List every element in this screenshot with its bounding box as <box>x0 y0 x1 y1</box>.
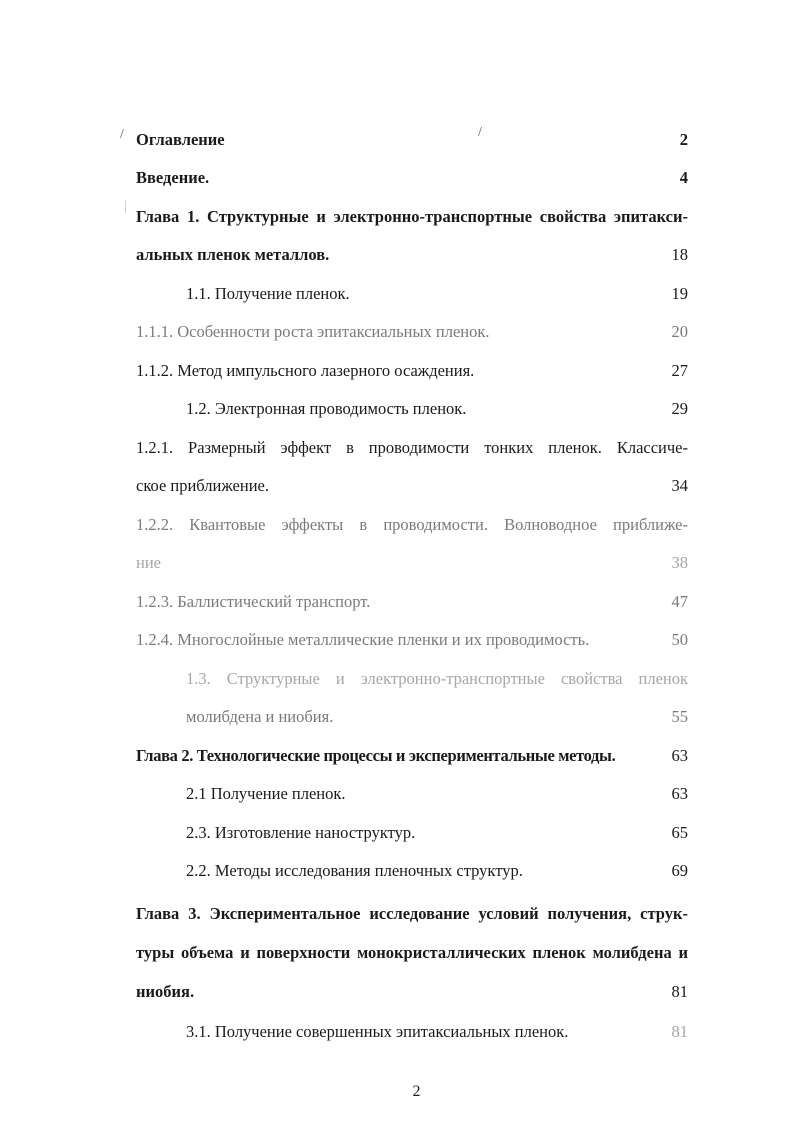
scan-mark: / <box>478 125 482 140</box>
toc-entry-page: 19 <box>671 284 688 303</box>
scan-mark: / <box>120 127 124 142</box>
toc-entry <box>136 515 688 535</box>
toc-entry-page: 81 <box>671 1022 688 1041</box>
toc-entry-title: 1.1. Получение пленок. <box>186 284 350 303</box>
toc-entry-page: 20 <box>671 322 688 341</box>
toc-entry-title: Введение. <box>136 168 210 187</box>
toc-entry-title: Оглавление <box>136 130 225 149</box>
toc-entry-title: 2.3. Изготовление наноструктур. <box>186 823 416 842</box>
toc-entry-title: 1.1.1. Особенности роста эпитаксиальных пленок. <box>136 322 490 341</box>
toc-entry-page: 18 <box>671 245 688 264</box>
toc-entry <box>136 438 688 458</box>
toc-entry <box>136 943 688 963</box>
toc-entry-page: 81 <box>671 982 688 1001</box>
toc-entry-title: 1.3. Структурные и электронно-транспортные свойства пленок <box>186 669 688 688</box>
toc-entry-title: 1.2.4. Многослойные металлические пленки и их проводимость. <box>136 630 590 649</box>
scan-mark: | <box>124 199 127 214</box>
toc-entry-title: 3.1. Получение совершенных эпитаксиальных пленок. <box>186 1022 569 1041</box>
toc-entry-title: 2.1 Получение пленок. <box>186 784 346 803</box>
toc-entry <box>136 904 688 924</box>
toc-entry-title: 1.2.2. Квантовые эффекты в проводимости. Волноводное приближе- <box>136 515 688 534</box>
toc-entry-title: Глава 1. Структурные и электронно-транспортные свойства эпитакси- <box>136 207 688 226</box>
toc-entry-title: 2.2. Методы исследования пленочных структур. <box>186 861 523 880</box>
toc-entry-title: ние <box>136 553 161 572</box>
toc-entry-page: 55 <box>671 707 688 726</box>
toc-entry-title: 1.2.1. Размерный эффект в проводимости тонких пленок. Классиче- <box>136 438 688 457</box>
toc-entry-page: 4 <box>679 168 688 187</box>
toc-entry-title: альных пленок металлов. <box>136 245 330 264</box>
toc-entry-title: Глава 3. Экспериментальное исследование условий получения, струк- <box>136 904 688 923</box>
toc-entry-title: Глава 2. Технологические процессы и экспериментальные методы. <box>136 746 616 765</box>
page-number: 2 <box>412 1083 421 1100</box>
toc-entry-page: 2 <box>679 130 688 149</box>
toc-entry-title: 1.1.2. Метод импульсного лазерного осаждения. <box>136 361 475 380</box>
toc-entry-title: 1.2.3. Баллистический транспорт. <box>136 592 371 611</box>
toc-entry-page: 38 <box>671 553 688 572</box>
toc-entry-title: ниобия. <box>136 982 195 1001</box>
toc-entry-page: 27 <box>671 361 688 380</box>
toc-entry-page: 69 <box>671 861 688 880</box>
toc-entry-page: 47 <box>671 592 688 611</box>
toc-entry-title: туры объема и поверхности монокристаллических пленок молибдена и <box>136 943 688 962</box>
toc-entry <box>186 669 688 689</box>
toc-entry-page: 63 <box>671 746 688 765</box>
toc-entry-page: 29 <box>671 399 688 418</box>
toc-entry <box>136 207 688 227</box>
toc-entry-page: 34 <box>671 476 688 495</box>
toc-entry-page: 65 <box>671 823 688 842</box>
toc-entry-page: 63 <box>671 784 688 803</box>
toc-entry-page: 50 <box>671 630 688 649</box>
toc-entry-title: ское приближение. <box>136 476 269 495</box>
toc-entry-title: молибдена и ниобия. <box>186 707 334 726</box>
toc-entry-title: 1.2. Электронная проводимость пленок. <box>186 399 467 418</box>
